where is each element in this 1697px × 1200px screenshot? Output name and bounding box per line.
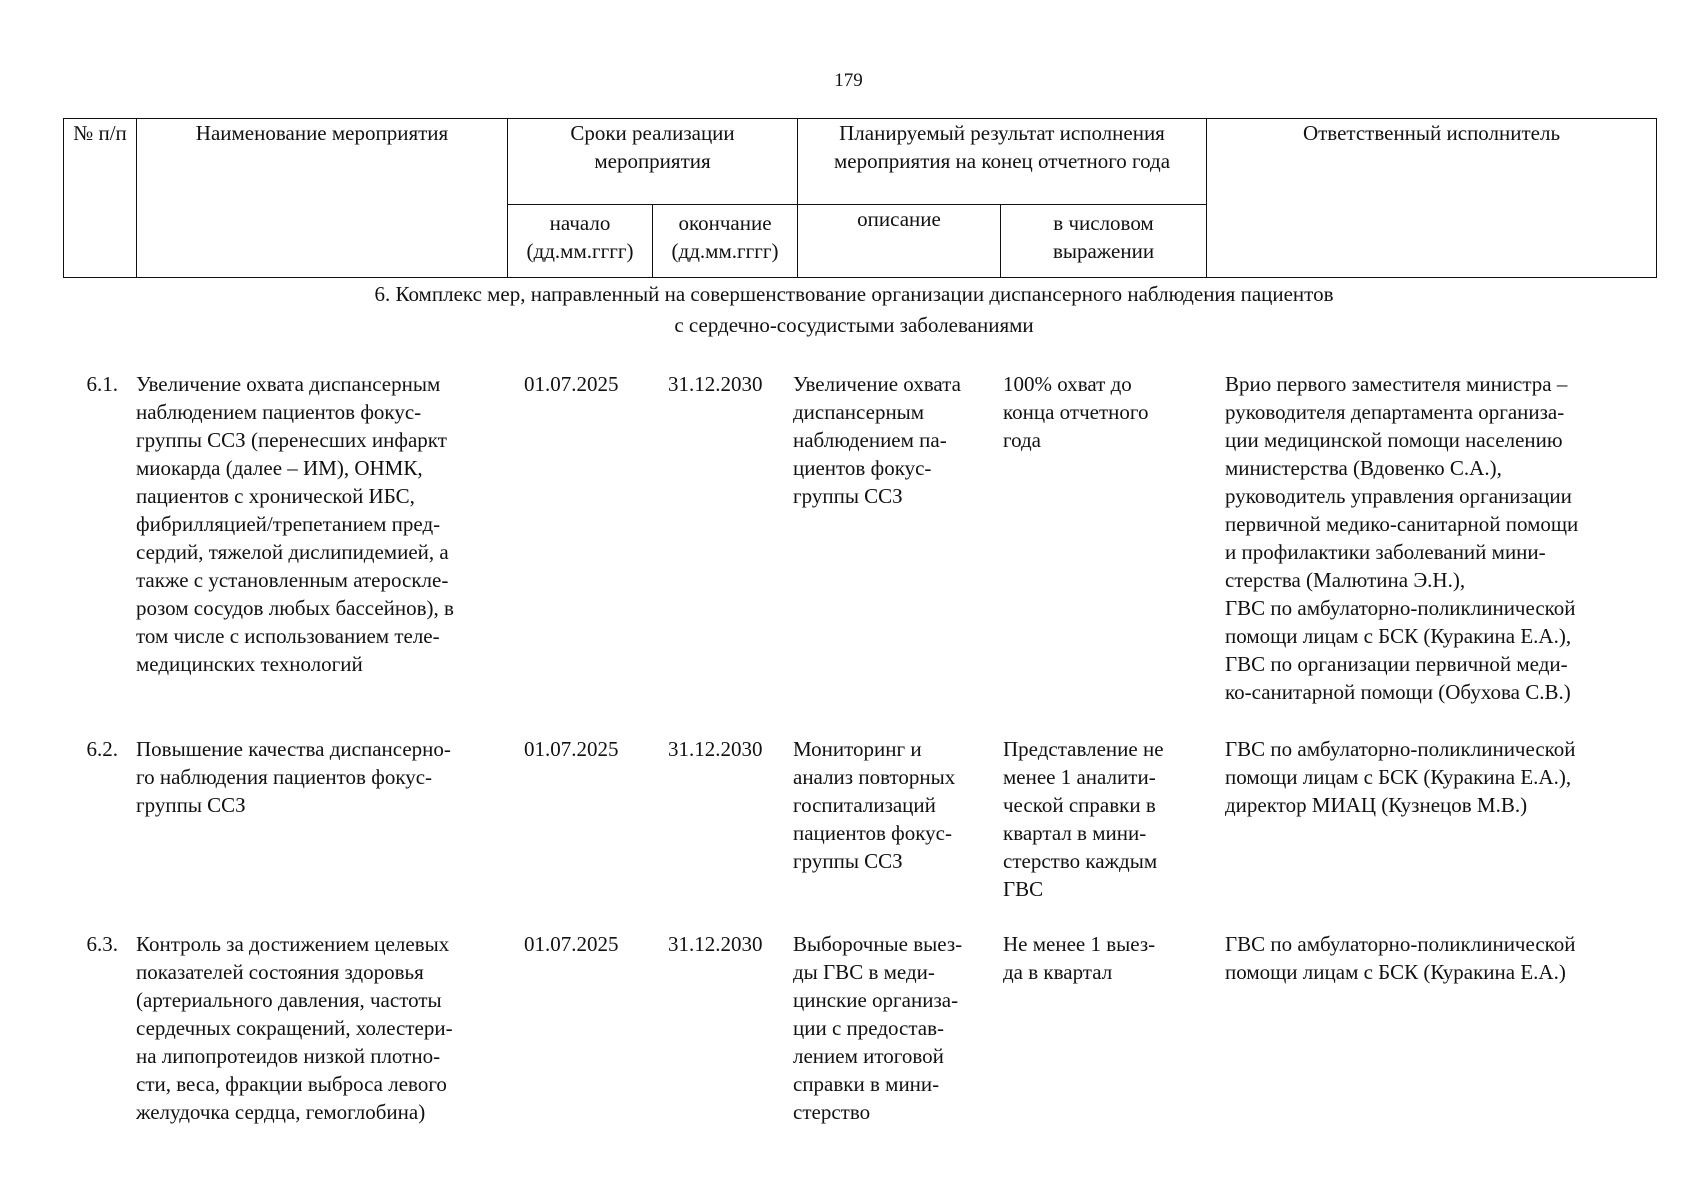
text-line: и профилактики заболеваний мини- [1225,540,1546,564]
text-line: Представление не [1003,737,1164,761]
text-line: первичной медико-санитарной помощи [1225,512,1579,536]
row-description [793,370,989,510]
text-line: помощи лицам с БСК (Куракина Е.А.), [1225,765,1572,789]
text-line: также с установленным атероскле- [136,568,449,592]
text-line: желудочка сердца, гемоглобина) [136,1100,426,1124]
row-number: 6.2. [86,737,118,761]
header-value: в числовом выражении [1001,205,1207,278]
text-line: ции медицинской помощи населению [1225,428,1563,452]
text-line: на липопротеидов низкой плотно- [136,1044,441,1068]
row-name [136,735,512,819]
row-end-date: 31.12.2030 [668,737,763,761]
text-line: пациентов с хронической ИБС, [136,484,415,508]
row-description [793,735,989,875]
text-line: ческой справки в [1003,793,1156,817]
text-line: стерство [793,1100,871,1124]
text-line: наблюдением па- [793,428,947,452]
row-start-date: 01.07.2025 [524,737,619,761]
text-line: менее 1 аналити- [1003,765,1156,789]
text-line: стерство каждым [1003,849,1158,873]
text-line: ГВС по организации первичной меди- [1225,652,1568,676]
text-line: Увеличение охвата диспансерным [136,372,441,396]
text-line: помощи лицам с БСК (Куракина Е.А.) [1225,960,1566,984]
text-line: Повышение качества диспансерно- [136,737,451,761]
row-value [1003,370,1191,454]
header-responsible: Ответственный исполнитель [1207,119,1657,278]
header-num: № п/п [64,119,137,278]
section-title [63,279,1645,341]
row-name [136,370,512,678]
text-line: справки в мини- [793,1072,940,1096]
text-line: анализ повторных [793,765,956,789]
row-end-date: 31.12.2030 [668,372,763,396]
row-name [136,930,512,1126]
text-line: пациентов фокус- [793,821,952,845]
row-number: 6.3. [86,932,118,956]
row-value [1003,930,1191,986]
text-line: ГВС по амбулаторно-поликлинической [1225,932,1576,956]
text-line: стерства (Малютина Э.Н.), [1225,568,1466,592]
text-line: медицинских технологий [136,652,363,676]
text-line: го наблюдения пациентов фокус- [136,765,433,789]
text-line: миокарда (далее – ИМ), ОНМК, [136,456,423,480]
row-end-date: 31.12.2030 [668,932,763,956]
page-number: 179 [834,70,863,91]
text-line: цинские организа- [793,988,959,1012]
text-line: ко-санитарной помощи (Обухова С.В.) [1225,680,1571,704]
text-line: госпитализаций [793,793,936,817]
text-line: том числе с использованием теле- [136,624,440,648]
text-line: группы ССЗ [136,793,246,817]
text-line: помощи лицам с БСК (Куракина Е.А.), [1225,624,1572,648]
text-line: сти, веса, фракции выброса левого [136,1072,447,1096]
row-responsible [1225,370,1647,706]
text-line: конца отчетного [1003,400,1149,424]
text-line: ды ГВС в меди- [793,960,935,984]
row-responsible [1225,735,1647,819]
text-line: квартал в мини- [1003,821,1147,845]
text-line: показателей состояния здоровья [136,960,424,984]
text-line: сердий, тяжелой дислипидемией, а [136,540,449,564]
header-result: Планируемый результат исполнения мероприятия на конец отчетного года [798,119,1207,205]
text-line: ГВС по амбулаторно-поликлинической [1225,596,1576,620]
text-line: года [1003,428,1041,452]
text-line: Выборочные выез- [793,932,963,956]
text-line: наблюдением пациентов фокус- [136,400,422,424]
text-line: директор МИАЦ (Кузнецов М.В.) [1225,793,1528,817]
text-line: (артериального давления, частоты [136,988,442,1012]
header-end: окончание (дд.мм.гггг) [653,205,798,278]
text-line: ГВС по амбулаторно-поликлинической [1225,737,1576,761]
text-line: группы ССЗ [793,849,903,873]
text-line: группы ССЗ [793,484,903,508]
section-title-line: с сердечно-сосудистыми заболеваниями [674,313,1034,337]
header-timing: Сроки реализации мероприятия [508,119,798,205]
row-value [1003,735,1191,903]
text-line: руководитель управления организации [1225,484,1572,508]
row-start-date: 01.07.2025 [524,932,619,956]
text-line: министерства (Вдовенко С.А.), [1225,456,1502,480]
text-line: руководителя департамента организа- [1225,400,1565,424]
header-name: Наименование мероприятия [137,119,508,278]
text-line: ции с предостав- [793,1016,945,1040]
text-line: да в квартал [1003,960,1113,984]
header-start: начало (дд.мм.гггг) [508,205,653,278]
text-line: ГВС [1003,877,1044,901]
header-table [63,118,1657,278]
text-line: Врио первого заместителя министра – [1225,372,1568,396]
text-line: группы ССЗ (перенесших инфаркт [136,428,447,452]
text-line: 100% охват до [1003,372,1132,396]
text-line: Увеличение охвата [793,372,961,396]
section-title-line: 6. Комплекс мер, направленный на совершенствование организации диспансерного наблюдения пациентов [374,282,1334,306]
text-line: лением итоговой [793,1044,944,1068]
row-number: 6.1. [86,372,118,396]
text-line: Контроль за достижением целевых [136,932,450,956]
text-line: циентов фокус- [793,456,932,480]
text-line: фибрилляцией/трепетанием пред- [136,512,441,536]
row-description [793,930,989,1126]
text-line: сердечных сокращений, холестери- [136,1016,453,1040]
text-line: Мониторинг и [793,737,922,761]
row-start-date: 01.07.2025 [524,372,619,396]
text-line: Не менее 1 выез- [1003,932,1156,956]
text-line: диспансерным [793,400,925,424]
text-line: розом сосудов любых бассейнов), в [136,596,454,620]
header-desc: описание [798,205,1001,278]
row-responsible [1225,930,1647,986]
